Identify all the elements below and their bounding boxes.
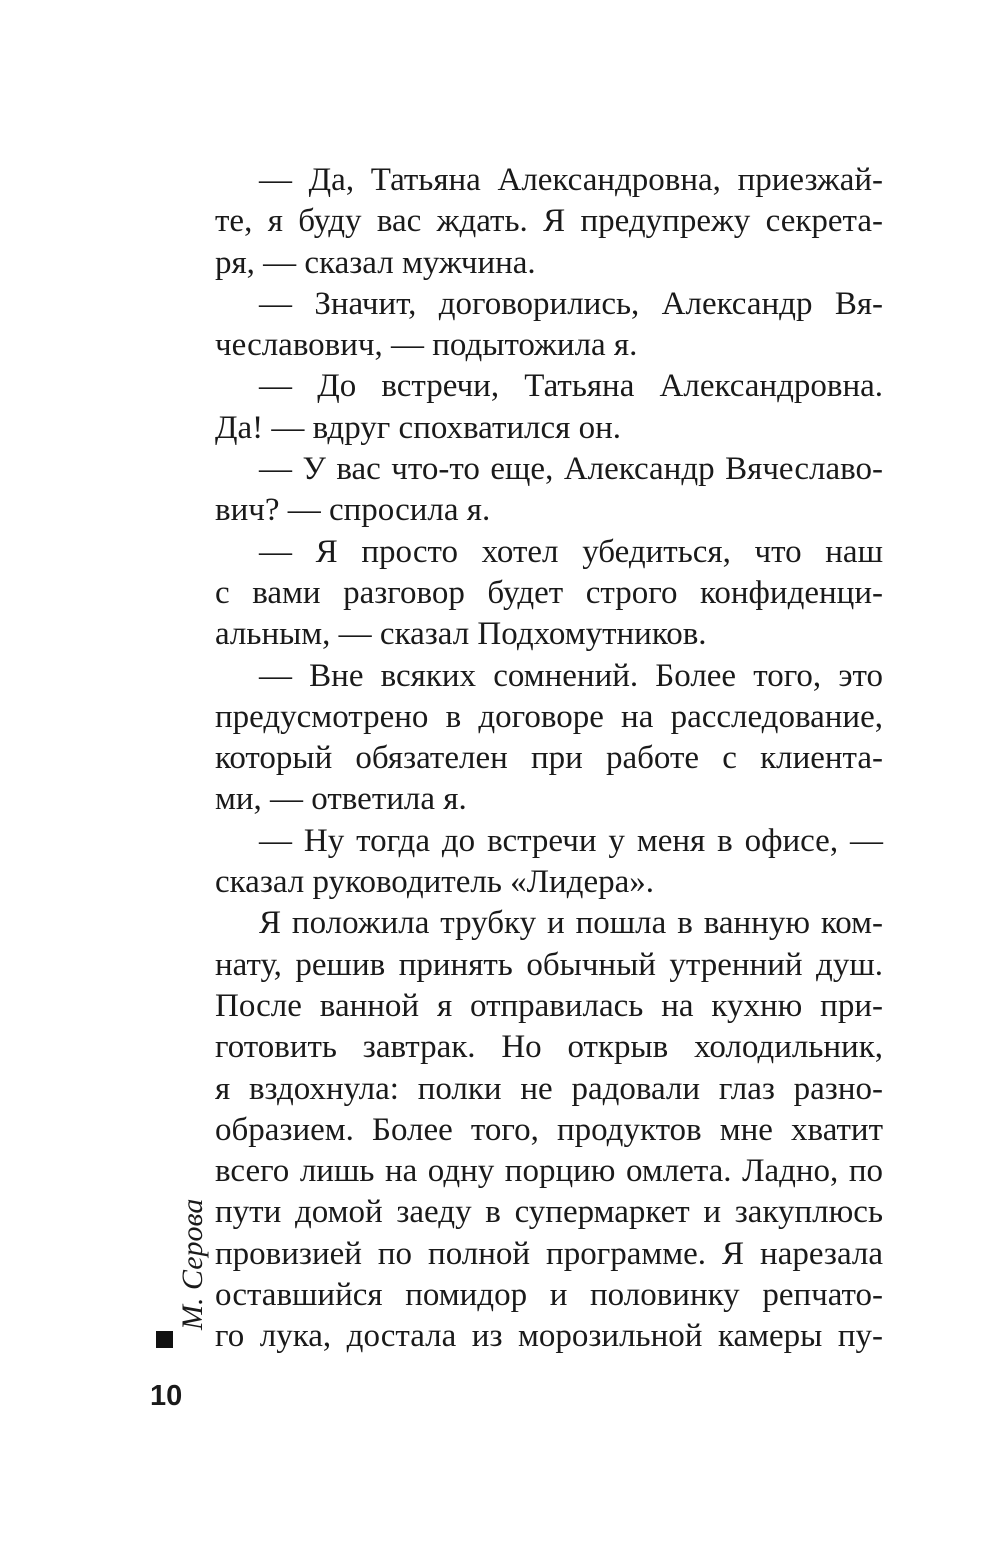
- text-line: всего лишь на одну порцию омлета. Ладно, по: [215, 1153, 883, 1190]
- text-line: — До встречи, Татьяна Александровна.: [259, 368, 883, 405]
- body-text: [215, 160, 883, 1358]
- text-line: пути домой заеду в супермаркет и закуплюсь: [215, 1194, 883, 1231]
- text-line: — У вас что-то еще, Александр Вячеславо-: [259, 451, 883, 488]
- text-line: Да! — вдруг спохватился он.: [215, 409, 622, 446]
- text-line: я вздохнула: полки не радовали глаз разно-: [215, 1070, 883, 1107]
- text-line: вич? — спросила я.: [215, 492, 491, 529]
- text-line: После ванной я отправилась на кухню при-: [215, 987, 883, 1024]
- text-line: Я положила трубку и пошла в ванную ком-: [259, 905, 883, 942]
- text-line: го лука, достала из морозильной камеры пу-: [215, 1318, 883, 1355]
- text-line: — Значит, договорились, Александр Вя-: [259, 285, 883, 322]
- text-line: ми, — ответила я.: [215, 781, 467, 818]
- text-line: сказал руководитель «Лидера».: [215, 864, 655, 901]
- text-line: — Да, Татьяна Александровна, приезжай-: [259, 162, 883, 198]
- text-line: — Вне всяких сомнений. Более того, это: [259, 657, 883, 694]
- text-line: с вами разговор будет строго конфиденци-: [215, 574, 883, 611]
- text-line: альным, — сказал Подхомутников.: [215, 616, 707, 653]
- text-line: образием. Более того, продуктов мне хватит: [215, 1111, 883, 1148]
- text-line: — Ну тогда до встречи у меня в офисе, —: [259, 822, 883, 859]
- text-line: предусмотрено в договоре на расследование,: [215, 698, 883, 735]
- text-line: провизией по полной программе. Я нарезала: [215, 1235, 883, 1272]
- page-number: 10: [150, 1380, 183, 1412]
- text-line: нату, решив принять обычный утренний душ.: [215, 946, 883, 983]
- text-line: ря, — сказал мужчина.: [215, 244, 536, 281]
- running-head-author: М. Серова: [176, 1198, 209, 1330]
- text-line: готовить завтрак. Но открыв холодильник,: [215, 1029, 883, 1066]
- text-line: оставшийся помидор и половинку репчато-: [215, 1277, 883, 1314]
- running-head-marker: [156, 1331, 173, 1348]
- text-line: те, я буду вас ждать. Я предупрежу секрета-: [215, 203, 883, 240]
- text-line: чеславович, — подытожила я.: [215, 327, 638, 364]
- text-line: — Я просто хотел убедиться, что наш: [259, 533, 883, 570]
- text-line: который обязателен при работе с клиента-: [215, 740, 883, 777]
